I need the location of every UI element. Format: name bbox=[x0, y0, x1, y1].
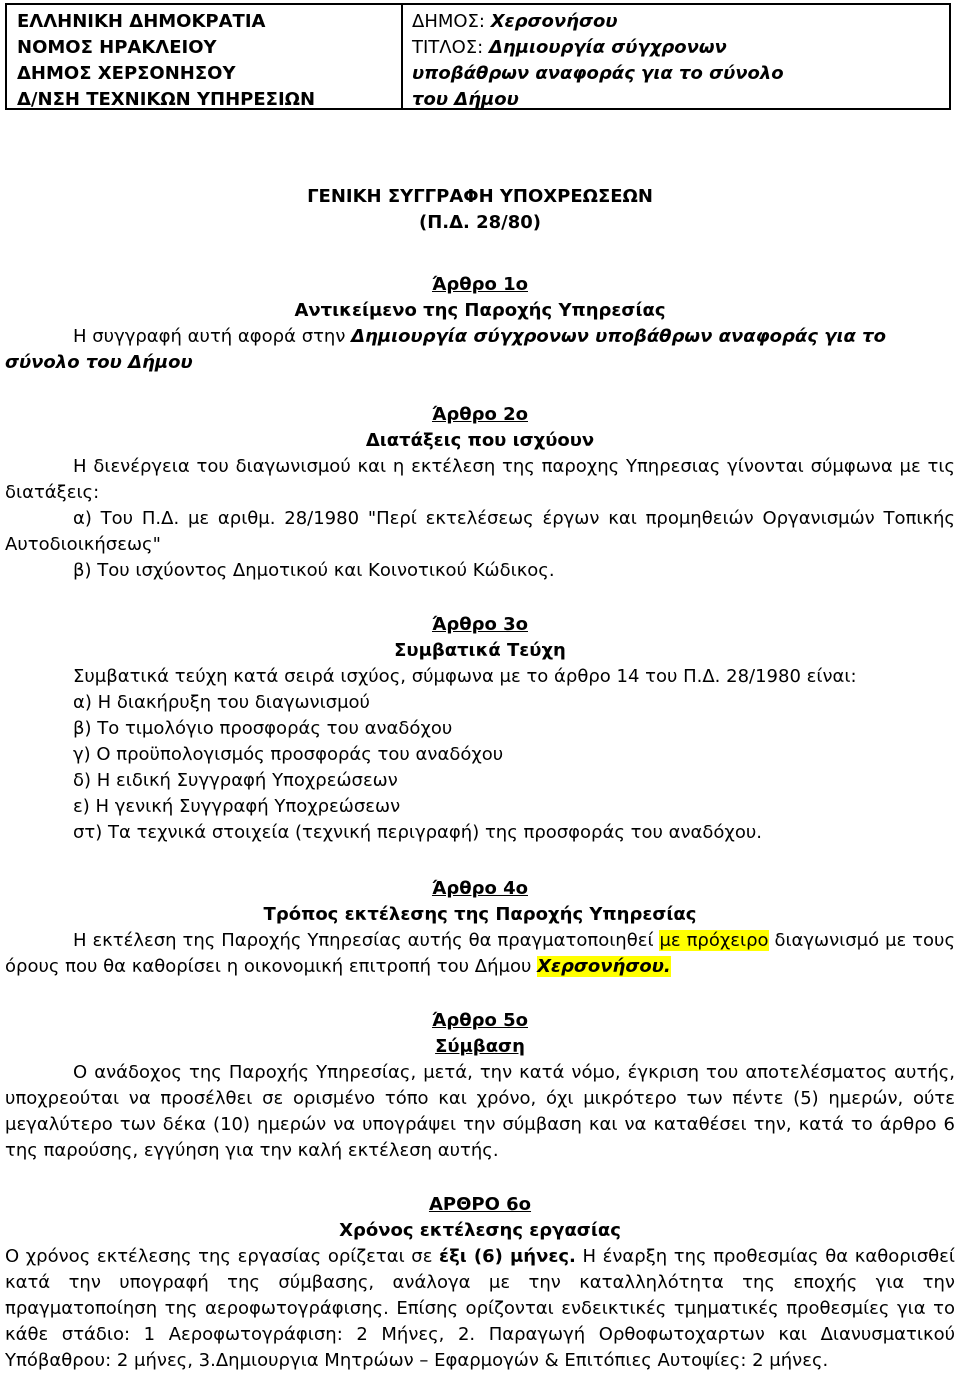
document-title-line: ΓΕΝΙΚΗ ΣΥΓΓΡΑΦΗ ΥΠΟΧΡΕΩΣΕΩΝ bbox=[307, 186, 653, 207]
header-line: ΕΛΛΗΝΙΚΗ ΔΗΜΟΚΡΑΤΙΑ bbox=[17, 11, 266, 32]
titlos-value: Δημιουργία σύγχρονων bbox=[488, 37, 727, 58]
article-title: Διατάξεις που ισχύουν bbox=[365, 430, 595, 451]
duration-text: έξι (6) μήνες. bbox=[439, 1246, 576, 1267]
article-text: Η εκτέλεση της Παροχής Υπηρεσίας αυτής θα πραγματοποιηθεί με πρόχειρο διαγωνισμό με τους όρους που θα καθορίσει η οικονομική επιτροπή του Δήμου Χερσονήσου. bbox=[5, 930, 956, 977]
article-heading: Άρθρο 4ο bbox=[431, 878, 528, 899]
article-3 bbox=[5, 612, 955, 846]
article-text: Η διενέργεια του διαγωνισμού και η εκτέλεση της παροχης Υπηρεσιας γίνονται σύμφωνα με τις διατάξεις: bbox=[5, 456, 955, 503]
article-5 bbox=[5, 1008, 955, 1164]
list-item: α) Του Π.Δ. με αριθμ. 28/1980 "Περί εκτελέσεως έργων και προμηθειών Οργανισμών Τοπικής Αυτοδιοικήσεως" bbox=[5, 508, 955, 555]
header-line: ΝΟΜΟΣ ΗΡΑΚΛΕΙΟΥ bbox=[17, 37, 217, 58]
dimos-label: ΔΗΜΟΣ: bbox=[412, 11, 491, 32]
article-4 bbox=[5, 876, 955, 980]
article-heading: Άρθρο 1ο bbox=[431, 274, 528, 295]
article-heading: ΑΡΘΡΟ 6ο bbox=[428, 1194, 532, 1215]
article-text: Συμβατικά τεύχη κατά σειρά ισχύος, σύμφωνα με το άρθρο 14 του Π.Δ. 28/1980 είναι: bbox=[73, 666, 857, 687]
titlos-label: ΤΙΤΛΟΣ: bbox=[412, 37, 489, 58]
document-title-line: (Π.Δ. 28/80) bbox=[418, 212, 542, 233]
list-item: β) Του ισχύοντος Δημοτικού και Κοινοτικού Κώδικος. bbox=[73, 560, 555, 581]
header-left-cell bbox=[7, 5, 403, 108]
list-item: α) Η διακήρυξη του διαγωνισμού bbox=[73, 692, 370, 713]
article-title: Τρόπος εκτέλεσης της Παροχής Υπηρεσίας bbox=[263, 904, 697, 925]
header-line: Δ/ΝΣΗ ΤΕΧΝΙΚΩΝ ΥΠΗΡΕΣΙΩΝ bbox=[17, 89, 316, 110]
list-item: γ) Ο προϋπολογισμός προσφοράς του αναδόχου bbox=[73, 744, 504, 765]
article-title: Συμβατικά Τεύχη bbox=[394, 640, 566, 661]
list-item: ε) Η γενική Συγγραφή Υποχρεώσεων bbox=[73, 796, 401, 817]
titlos-value-cont: υποβάθρων αναφοράς για το σύνολο bbox=[412, 63, 784, 84]
dimos-line bbox=[412, 9, 949, 35]
document-title bbox=[5, 184, 955, 236]
article-heading: Άρθρο 2ο bbox=[431, 404, 528, 425]
list-item: δ) Η ειδική Συγγραφή Υποχρεώσεων bbox=[73, 770, 398, 791]
article-text: Ο χρόνος εκτέλεσης της εργασίας ορίζεται σε έξι (6) μήνες. Η έναρξη της προθεσμίας θα καθορισθεί κατά την υπογραφή της σύμβασης, ανάλογα με την καταλληλότητα της εποχής για την πραγματοποίηση της αεροφωτογράφισης. Επίσης ορίζονται ενδεικτικές τμηματικές προθεσμίες για το κάθε στάδιο: 1 Αεροφωτογράφιση: 2 Μήνες, 2. Παραγωγή Ορθοφωτοχαρτων και Διανυσματικού Υπόβαθρου: 2 μήνες, 3.Δημιουργια Μητρώων – Εφαρμογών & Επιτόπιες Αυτοψίες: 2 μήνες. bbox=[5, 1246, 955, 1371]
subject-text: Δημιουργία σύγχρονων υποβάθρων αναφοράς για το σύνολο του Δήμου bbox=[5, 326, 886, 373]
header-right-cell bbox=[403, 5, 949, 108]
list-item: β) Το τιμολόγιο προσφοράς του αναδόχου bbox=[73, 718, 453, 739]
article-title: Αντικείμενο της Παροχής Υπηρεσίας bbox=[294, 300, 666, 321]
article-6 bbox=[5, 1192, 955, 1374]
highlighted-text: με πρόχειρο bbox=[659, 930, 769, 951]
article-2 bbox=[5, 402, 955, 584]
dimos-value: Χερσονήσου bbox=[490, 11, 618, 32]
article-heading: Άρθρο 5ο bbox=[431, 1010, 528, 1031]
article-heading: Άρθρο 3ο bbox=[431, 614, 528, 635]
header-line: ΔΗΜΟΣ ΧΕΡΣΟΝΗΣΟΥ bbox=[17, 63, 236, 84]
titlos-line bbox=[412, 35, 949, 61]
list-item: στ) Τα τεχνικά στοιχεία (τεχνική περιγραφή) της προσφοράς του αναδόχου. bbox=[73, 822, 762, 843]
article-title: Σύμβαση bbox=[435, 1036, 525, 1057]
highlighted-municipality: Χερσονήσου. bbox=[537, 956, 671, 977]
article-text: Ο ανάδοχος της Παροχής Υπηρεσίας, μετά, την κατά νόμο, έγκριση του αποτελέσματος αυτής, υποχρεούται να προσέλθει σε ορισμένο τόπο και χρόνο, όχι μικρότερο των πέντε (5) ημερών, ούτε μεγαλύτερο των δέκα (10) ημερών να υπογράψει την σύμβαση και να καταθέσει την, κατά το άρθρο 6 της παρούσης, εγγύηση για την καλή εκτέλεση αυτής. bbox=[5, 1062, 955, 1161]
titlos-value-cont: του Δήμου bbox=[412, 89, 519, 110]
article-title: Χρόνος εκτέλεσης εργασίας bbox=[339, 1220, 621, 1241]
article-text: Η συγγραφή αυτή αφορά στην Δημιουργία σύγχρονων υποβάθρων αναφοράς για το σύνολο του Δήμου bbox=[5, 326, 886, 373]
article-1 bbox=[5, 272, 955, 376]
header-table bbox=[5, 3, 951, 110]
contract-documents-list bbox=[5, 690, 955, 846]
